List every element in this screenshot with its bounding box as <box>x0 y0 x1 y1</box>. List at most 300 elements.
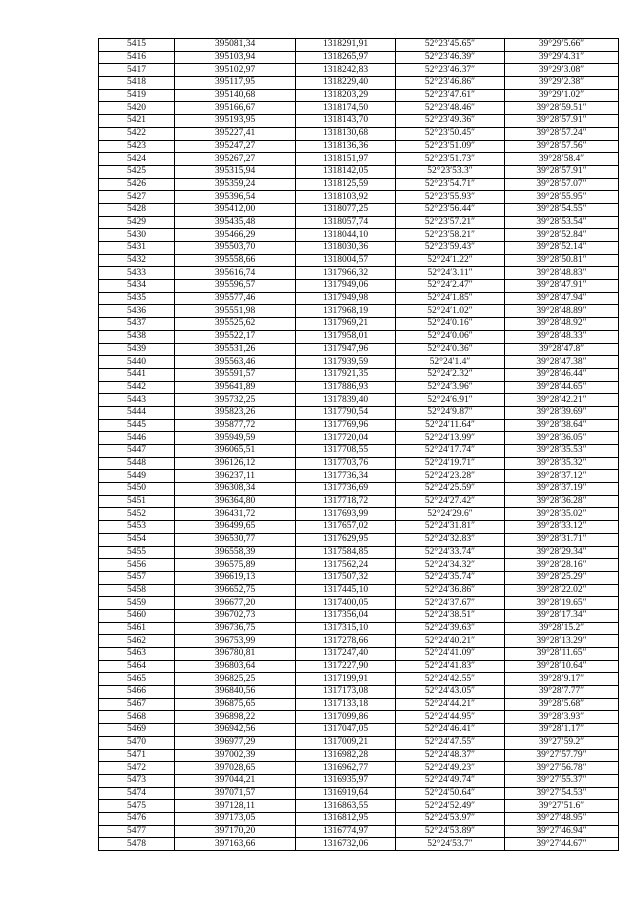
table-row <box>99 648 619 661</box>
x-coordinate-cell: 395267,27 <box>175 153 296 166</box>
latitude-cell: 52°24′48.37″ <box>396 749 505 762</box>
longitude-cell: 39°28′17.34″ <box>505 609 619 622</box>
longitude-cell: 39°28′13.29″ <box>505 635 619 648</box>
latitude-cell: 52°24′1.02″ <box>396 305 505 318</box>
point-number-cell: 5433 <box>99 267 175 280</box>
latitude-cell: 52°24′47.55″ <box>396 736 505 749</box>
y-coordinate-cell: 1317703,76 <box>296 457 396 470</box>
table-row <box>99 432 619 445</box>
table-row <box>99 546 619 559</box>
y-coordinate-cell: 1317133,18 <box>296 698 396 711</box>
point-number-cell: 5459 <box>99 597 175 610</box>
table-row <box>99 419 619 432</box>
table-row <box>99 445 619 458</box>
longitude-cell: 39°27′46.94″ <box>505 825 619 838</box>
latitude-cell: 52°23′47.61″ <box>396 89 505 102</box>
latitude-cell: 52°24′46.41″ <box>396 724 505 737</box>
y-coordinate-cell: 1317969,21 <box>296 318 396 331</box>
point-number-cell: 5427 <box>99 191 175 204</box>
x-coordinate-cell: 396702,73 <box>175 609 296 622</box>
x-coordinate-cell: 395103,94 <box>175 51 296 64</box>
y-coordinate-cell: 1317839,40 <box>296 394 396 407</box>
latitude-cell: 52°24′42.55″ <box>396 673 505 686</box>
table-row <box>99 115 619 128</box>
x-coordinate-cell: 396780,81 <box>175 648 296 661</box>
y-coordinate-cell: 1317227,90 <box>296 660 396 673</box>
table-row <box>99 267 619 280</box>
longitude-cell: 39°28′37.12″ <box>505 470 619 483</box>
y-coordinate-cell: 1318229,40 <box>296 77 396 90</box>
point-number-cell: 5432 <box>99 254 175 267</box>
y-coordinate-cell: 1317939,59 <box>296 356 396 369</box>
table-row <box>99 368 619 381</box>
longitude-cell: 39°28′55.95″ <box>505 191 619 204</box>
latitude-cell: 52°24′11.64″ <box>396 419 505 432</box>
longitude-cell: 39°29′4.31″ <box>505 51 619 64</box>
point-number-cell: 5437 <box>99 318 175 331</box>
table-row <box>99 191 619 204</box>
longitude-cell: 39°28′36.28″ <box>505 495 619 508</box>
latitude-cell: 52°23′45.65″ <box>396 39 505 52</box>
x-coordinate-cell: 395563,46 <box>175 356 296 369</box>
latitude-cell: 52°24′1.4″ <box>396 356 505 369</box>
point-number-cell: 5475 <box>99 800 175 813</box>
table-row <box>99 89 619 102</box>
x-coordinate-cell: 396898,22 <box>175 711 296 724</box>
x-coordinate-cell: 395247,27 <box>175 140 296 153</box>
point-number-cell: 5464 <box>99 660 175 673</box>
latitude-cell: 52°23′57.21″ <box>396 216 505 229</box>
y-coordinate-cell: 1317199,91 <box>296 673 396 686</box>
longitude-cell: 39°28′48.33″ <box>505 330 619 343</box>
latitude-cell: 52°23′51.09″ <box>396 140 505 153</box>
y-coordinate-cell: 1317790,54 <box>296 406 396 419</box>
point-number-cell: 5423 <box>99 140 175 153</box>
latitude-cell: 52°24′1.85″ <box>396 292 505 305</box>
x-coordinate-cell: 395877,72 <box>175 419 296 432</box>
x-coordinate-cell: 395616,74 <box>175 267 296 280</box>
x-coordinate-cell: 395591,57 <box>175 368 296 381</box>
x-coordinate-cell: 396431,72 <box>175 508 296 521</box>
table-row <box>99 736 619 749</box>
latitude-cell: 52°24′23.28″ <box>396 470 505 483</box>
longitude-cell: 39°27′48.95″ <box>505 812 619 825</box>
longitude-cell: 39°28′59.51″ <box>505 102 619 115</box>
longitude-cell: 39°27′54.53″ <box>505 787 619 800</box>
point-number-cell: 5443 <box>99 394 175 407</box>
latitude-cell: 52°24′36.86″ <box>396 584 505 597</box>
longitude-cell: 39°28′47.91″ <box>505 280 619 293</box>
latitude-cell: 52°24′3.96″ <box>396 381 505 394</box>
longitude-cell: 39°28′52.84″ <box>505 229 619 242</box>
point-number-cell: 5463 <box>99 648 175 661</box>
y-coordinate-cell: 1318136,36 <box>296 140 396 153</box>
table-row <box>99 229 619 242</box>
coordinates-table <box>98 38 619 851</box>
longitude-cell: 39°28′57.91″ <box>505 115 619 128</box>
point-number-cell: 5446 <box>99 432 175 445</box>
table-row <box>99 343 619 356</box>
point-number-cell: 5456 <box>99 559 175 572</box>
y-coordinate-cell: 1317584,85 <box>296 546 396 559</box>
longitude-cell: 39°28′57.07″ <box>505 178 619 191</box>
y-coordinate-cell: 1317278,66 <box>296 635 396 648</box>
longitude-cell: 39°28′28.16″ <box>505 559 619 572</box>
point-number-cell: 5452 <box>99 508 175 521</box>
longitude-cell: 39°29′2.38″ <box>505 77 619 90</box>
longitude-cell: 39°28′29.34″ <box>505 546 619 559</box>
latitude-cell: 52°23′55.93″ <box>396 191 505 204</box>
table-row <box>99 330 619 343</box>
longitude-cell: 39°27′51.6″ <box>505 800 619 813</box>
y-coordinate-cell: 1318030,36 <box>296 242 396 255</box>
y-coordinate-cell: 1317009,21 <box>296 736 396 749</box>
point-number-cell: 5415 <box>99 39 175 52</box>
latitude-cell: 52°23′56.44″ <box>396 203 505 216</box>
x-coordinate-cell: 395641,89 <box>175 381 296 394</box>
x-coordinate-cell: 396237,11 <box>175 470 296 483</box>
longitude-cell: 39°28′19.65″ <box>505 597 619 610</box>
point-number-cell: 5467 <box>99 698 175 711</box>
x-coordinate-cell: 396499,65 <box>175 521 296 534</box>
latitude-cell: 52°24′53.97″ <box>396 812 505 825</box>
y-coordinate-cell: 1318151,97 <box>296 153 396 166</box>
x-coordinate-cell: 395577,46 <box>175 292 296 305</box>
y-coordinate-cell: 1318004,57 <box>296 254 396 267</box>
table-row <box>99 51 619 64</box>
y-coordinate-cell: 1317966,32 <box>296 267 396 280</box>
point-number-cell: 5465 <box>99 673 175 686</box>
x-coordinate-cell: 395412,00 <box>175 203 296 216</box>
table-row <box>99 724 619 737</box>
point-number-cell: 5419 <box>99 89 175 102</box>
latitude-cell: 52°24′53.89″ <box>396 825 505 838</box>
y-coordinate-cell: 1317949,06 <box>296 280 396 293</box>
x-coordinate-cell: 396753,99 <box>175 635 296 648</box>
latitude-cell: 52°24′44.95″ <box>396 711 505 724</box>
point-number-cell: 5453 <box>99 521 175 534</box>
table-row <box>99 609 619 622</box>
point-number-cell: 5458 <box>99 584 175 597</box>
table-row <box>99 673 619 686</box>
table-row <box>99 749 619 762</box>
latitude-cell: 52°23′59.43″ <box>396 242 505 255</box>
table-row <box>99 660 619 673</box>
y-coordinate-cell: 1317693,99 <box>296 508 396 521</box>
x-coordinate-cell: 395522,17 <box>175 330 296 343</box>
table-row <box>99 698 619 711</box>
point-number-cell: 5478 <box>99 838 175 851</box>
y-coordinate-cell: 1318265,97 <box>296 51 396 64</box>
table-row <box>99 762 619 775</box>
point-number-cell: 5418 <box>99 77 175 90</box>
latitude-cell: 52°24′9.87″ <box>396 406 505 419</box>
y-coordinate-cell: 1317400,05 <box>296 597 396 610</box>
x-coordinate-cell: 396652,75 <box>175 584 296 597</box>
x-coordinate-cell: 396308,34 <box>175 483 296 496</box>
longitude-cell: 39°28′57.24″ <box>505 127 619 140</box>
y-coordinate-cell: 1316812,95 <box>296 812 396 825</box>
y-coordinate-cell: 1318125,59 <box>296 178 396 191</box>
table-row <box>99 394 619 407</box>
x-coordinate-cell: 397044,21 <box>175 774 296 787</box>
x-coordinate-cell: 395596,57 <box>175 280 296 293</box>
latitude-cell: 52°24′50.64″ <box>396 787 505 800</box>
table-row <box>99 686 619 699</box>
table-row <box>99 127 619 140</box>
longitude-cell: 39°27′57.79″ <box>505 749 619 762</box>
y-coordinate-cell: 1317947,96 <box>296 343 396 356</box>
latitude-cell: 52°24′19.71″ <box>396 457 505 470</box>
longitude-cell: 39°27′59.2″ <box>505 736 619 749</box>
y-coordinate-cell: 1317629,95 <box>296 533 396 546</box>
table-row <box>99 495 619 508</box>
x-coordinate-cell: 396977,29 <box>175 736 296 749</box>
table-row <box>99 571 619 584</box>
point-number-cell: 5457 <box>99 571 175 584</box>
table-row <box>99 584 619 597</box>
table-row <box>99 825 619 838</box>
point-number-cell: 5438 <box>99 330 175 343</box>
y-coordinate-cell: 1317769,96 <box>296 419 396 432</box>
latitude-cell: 52°24′17.74″ <box>396 445 505 458</box>
latitude-cell: 52°24′37.67″ <box>396 597 505 610</box>
latitude-cell: 52°24′32.83″ <box>396 533 505 546</box>
y-coordinate-cell: 1318057,74 <box>296 216 396 229</box>
latitude-cell: 52°23′46.86″ <box>396 77 505 90</box>
latitude-cell: 52°24′41.09″ <box>396 648 505 661</box>
longitude-cell: 39°28′33.12″ <box>505 521 619 534</box>
y-coordinate-cell: 1317356,04 <box>296 609 396 622</box>
latitude-cell: 52°24′3.11″ <box>396 267 505 280</box>
point-number-cell: 5461 <box>99 622 175 635</box>
table-row <box>99 622 619 635</box>
x-coordinate-cell: 395732,25 <box>175 394 296 407</box>
longitude-cell: 39°28′46.44″ <box>505 368 619 381</box>
point-number-cell: 5472 <box>99 762 175 775</box>
x-coordinate-cell: 395315,94 <box>175 165 296 178</box>
y-coordinate-cell: 1316982,28 <box>296 749 396 762</box>
point-number-cell: 5469 <box>99 724 175 737</box>
latitude-cell: 52°24′2.32″ <box>396 368 505 381</box>
point-number-cell: 5440 <box>99 356 175 369</box>
latitude-cell: 52°24′44.21″ <box>396 698 505 711</box>
table-row <box>99 165 619 178</box>
point-number-cell: 5417 <box>99 64 175 77</box>
latitude-cell: 52°24′34.32″ <box>396 559 505 572</box>
table-row <box>99 559 619 572</box>
latitude-cell: 52°24′0.36″ <box>396 343 505 356</box>
x-coordinate-cell: 396126,12 <box>175 457 296 470</box>
y-coordinate-cell: 1318142,05 <box>296 165 396 178</box>
x-coordinate-cell: 396803,64 <box>175 660 296 673</box>
point-number-cell: 5429 <box>99 216 175 229</box>
y-coordinate-cell: 1316732,06 <box>296 838 396 851</box>
longitude-cell: 39°28′44.65″ <box>505 381 619 394</box>
latitude-cell: 52°24′13.99″ <box>396 432 505 445</box>
longitude-cell: 39°28′47.38″ <box>505 356 619 369</box>
y-coordinate-cell: 1318130,68 <box>296 127 396 140</box>
point-number-cell: 5449 <box>99 470 175 483</box>
table-row <box>99 800 619 813</box>
y-coordinate-cell: 1317047,05 <box>296 724 396 737</box>
x-coordinate-cell: 395140,68 <box>175 89 296 102</box>
x-coordinate-cell: 396825,25 <box>175 673 296 686</box>
table-row <box>99 838 619 851</box>
x-coordinate-cell: 397173,05 <box>175 812 296 825</box>
table-row <box>99 153 619 166</box>
longitude-cell: 39°28′48.83″ <box>505 267 619 280</box>
table-row <box>99 381 619 394</box>
coordinates-table-body <box>99 39 619 851</box>
longitude-cell: 39°28′15.2″ <box>505 622 619 635</box>
latitude-cell: 52°24′40.21″ <box>396 635 505 648</box>
longitude-cell: 39°29′1.02″ <box>505 89 619 102</box>
x-coordinate-cell: 396942,56 <box>175 724 296 737</box>
longitude-cell: 39°28′48.92″ <box>505 318 619 331</box>
latitude-cell: 52°24′6.91″ <box>396 394 505 407</box>
longitude-cell: 39°28′48.89″ <box>505 305 619 318</box>
latitude-cell: 52°24′53.7″ <box>396 838 505 851</box>
point-number-cell: 5477 <box>99 825 175 838</box>
longitude-cell: 39°28′54.55″ <box>505 203 619 216</box>
point-number-cell: 5442 <box>99 381 175 394</box>
table-row <box>99 521 619 534</box>
point-number-cell: 5468 <box>99 711 175 724</box>
y-coordinate-cell: 1317968,19 <box>296 305 396 318</box>
x-coordinate-cell: 395466,29 <box>175 229 296 242</box>
table-row <box>99 457 619 470</box>
x-coordinate-cell: 396840,56 <box>175 686 296 699</box>
y-coordinate-cell: 1317708,55 <box>296 445 396 458</box>
table-row <box>99 39 619 52</box>
y-coordinate-cell: 1318077,25 <box>296 203 396 216</box>
y-coordinate-cell: 1316962,77 <box>296 762 396 775</box>
x-coordinate-cell: 395102,97 <box>175 64 296 77</box>
latitude-cell: 52°24′29.6″ <box>396 508 505 521</box>
longitude-cell: 39°28′22.02″ <box>505 584 619 597</box>
latitude-cell: 52°23′50.45″ <box>396 127 505 140</box>
longitude-cell: 39°27′44.67″ <box>505 838 619 851</box>
point-number-cell: 5435 <box>99 292 175 305</box>
point-number-cell: 5420 <box>99 102 175 115</box>
point-number-cell: 5424 <box>99 153 175 166</box>
table-row <box>99 635 619 648</box>
longitude-cell: 39°28′57.56″ <box>505 140 619 153</box>
x-coordinate-cell: 396364,80 <box>175 495 296 508</box>
table-row <box>99 216 619 229</box>
point-number-cell: 5455 <box>99 546 175 559</box>
x-coordinate-cell: 395359,24 <box>175 178 296 191</box>
x-coordinate-cell: 395081,34 <box>175 39 296 52</box>
latitude-cell: 52°24′38.51″ <box>396 609 505 622</box>
y-coordinate-cell: 1318242,83 <box>296 64 396 77</box>
point-number-cell: 5444 <box>99 406 175 419</box>
longitude-cell: 39°28′36.05″ <box>505 432 619 445</box>
longitude-cell: 39°28′39.69″ <box>505 406 619 419</box>
point-number-cell: 5426 <box>99 178 175 191</box>
x-coordinate-cell: 396558,39 <box>175 546 296 559</box>
x-coordinate-cell: 397163,66 <box>175 838 296 851</box>
table-row <box>99 406 619 419</box>
y-coordinate-cell: 1317736,34 <box>296 470 396 483</box>
x-coordinate-cell: 395551,98 <box>175 305 296 318</box>
point-number-cell: 5421 <box>99 115 175 128</box>
longitude-cell: 39°29′5.66″ <box>505 39 619 52</box>
point-number-cell: 5454 <box>99 533 175 546</box>
point-number-cell: 5434 <box>99 280 175 293</box>
y-coordinate-cell: 1316919,64 <box>296 787 396 800</box>
x-coordinate-cell: 395117,95 <box>175 77 296 90</box>
x-coordinate-cell: 396677,20 <box>175 597 296 610</box>
y-coordinate-cell: 1318291,91 <box>296 39 396 52</box>
y-coordinate-cell: 1318174,50 <box>296 102 396 115</box>
x-coordinate-cell: 397170,20 <box>175 825 296 838</box>
point-number-cell: 5439 <box>99 343 175 356</box>
x-coordinate-cell: 396875,65 <box>175 698 296 711</box>
y-coordinate-cell: 1317949,98 <box>296 292 396 305</box>
point-number-cell: 5430 <box>99 229 175 242</box>
point-number-cell: 5448 <box>99 457 175 470</box>
point-number-cell: 5436 <box>99 305 175 318</box>
point-number-cell: 5416 <box>99 51 175 64</box>
table-row <box>99 711 619 724</box>
longitude-cell: 39°28′7.77″ <box>505 686 619 699</box>
table-row <box>99 178 619 191</box>
point-number-cell: 5476 <box>99 812 175 825</box>
longitude-cell: 39°28′25.29″ <box>505 571 619 584</box>
x-coordinate-cell: 397028,65 <box>175 762 296 775</box>
x-coordinate-cell: 396736,75 <box>175 622 296 635</box>
x-coordinate-cell: 395435,48 <box>175 216 296 229</box>
point-number-cell: 5422 <box>99 127 175 140</box>
y-coordinate-cell: 1318203,29 <box>296 89 396 102</box>
x-coordinate-cell: 396530,77 <box>175 533 296 546</box>
y-coordinate-cell: 1317247,40 <box>296 648 396 661</box>
table-row <box>99 812 619 825</box>
x-coordinate-cell: 395166,67 <box>175 102 296 115</box>
table-row <box>99 318 619 331</box>
table-row <box>99 356 619 369</box>
y-coordinate-cell: 1318103,92 <box>296 191 396 204</box>
latitude-cell: 52°24′35.74″ <box>396 571 505 584</box>
x-coordinate-cell: 395949,59 <box>175 432 296 445</box>
longitude-cell: 39°28′10.64″ <box>505 660 619 673</box>
point-number-cell: 5451 <box>99 495 175 508</box>
y-coordinate-cell: 1318044,10 <box>296 229 396 242</box>
x-coordinate-cell: 395503,70 <box>175 242 296 255</box>
latitude-cell: 52°23′48.46″ <box>396 102 505 115</box>
y-coordinate-cell: 1317720,04 <box>296 432 396 445</box>
longitude-cell: 39°28′9.17″ <box>505 673 619 686</box>
point-number-cell: 5431 <box>99 242 175 255</box>
longitude-cell: 39°28′58.4″ <box>505 153 619 166</box>
x-coordinate-cell: 395531,26 <box>175 343 296 356</box>
x-coordinate-cell: 395193,95 <box>175 115 296 128</box>
table-row <box>99 140 619 153</box>
y-coordinate-cell: 1317958,01 <box>296 330 396 343</box>
longitude-cell: 39°27′56.78″ <box>505 762 619 775</box>
longitude-cell: 39°28′35.53″ <box>505 445 619 458</box>
point-number-cell: 5441 <box>99 368 175 381</box>
latitude-cell: 52°24′0.06″ <box>396 330 505 343</box>
latitude-cell: 52°23′54.71″ <box>396 178 505 191</box>
point-number-cell: 5425 <box>99 165 175 178</box>
point-number-cell: 5474 <box>99 787 175 800</box>
latitude-cell: 52°24′41.83″ <box>396 660 505 673</box>
latitude-cell: 52°24′27.42″ <box>396 495 505 508</box>
point-number-cell: 5471 <box>99 749 175 762</box>
